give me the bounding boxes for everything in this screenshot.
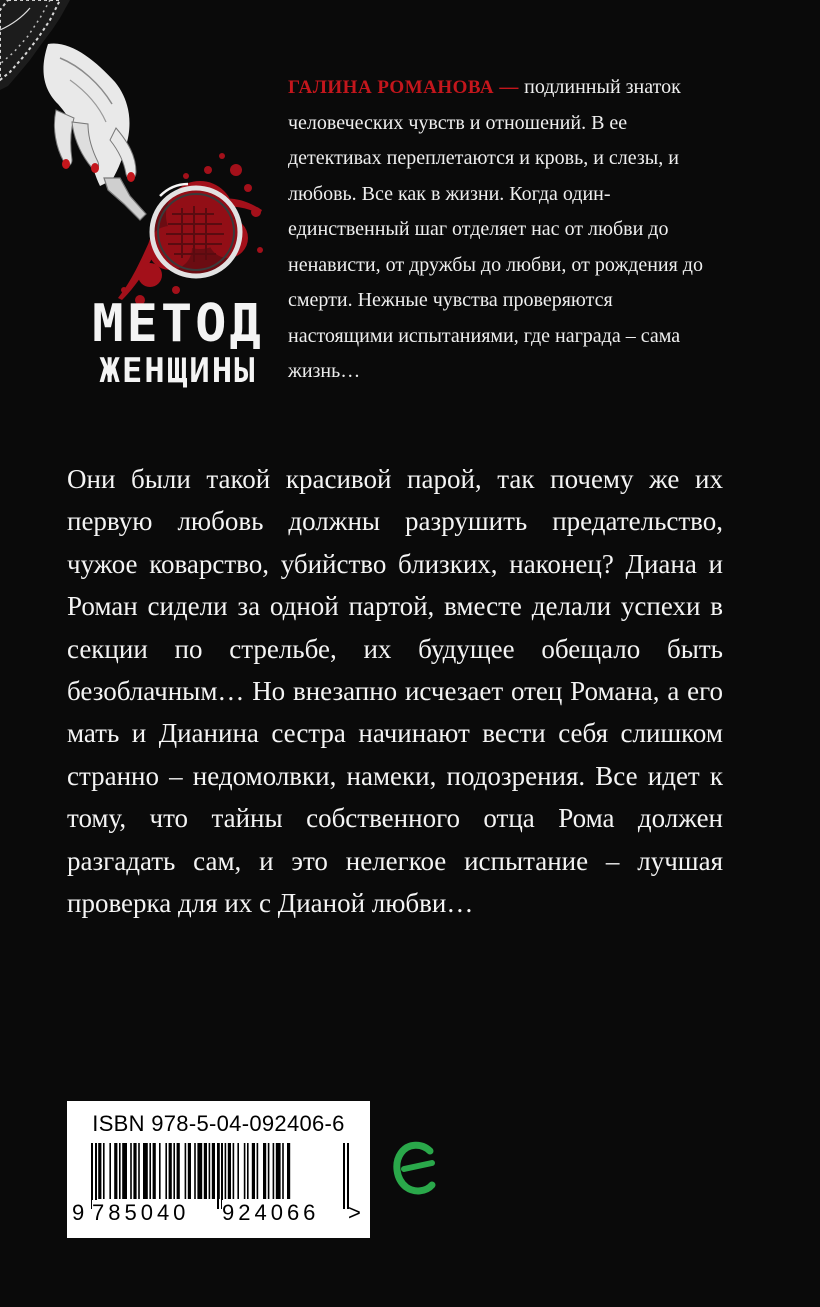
- series-title-line2: ЖЕНЩИНЫ: [99, 351, 257, 391]
- series-title-line1: МЕТОД: [92, 294, 264, 354]
- barcode-bar: [287, 1143, 290, 1199]
- barcode-bar: [188, 1143, 191, 1199]
- barcode-guard-bar: [217, 1143, 219, 1209]
- publisher-logo-icon: [392, 1137, 442, 1197]
- barcode-bar: [185, 1143, 187, 1199]
- barcode-bar: [233, 1143, 235, 1199]
- barcode-bar: [173, 1143, 175, 1199]
- barcode-bar: [130, 1143, 132, 1199]
- barcode-guard-bar: [343, 1143, 345, 1209]
- barcode-bar: [153, 1143, 156, 1199]
- barcode-bar: [244, 1143, 246, 1199]
- barcode-bar: [133, 1143, 136, 1199]
- barcode-bar: [98, 1143, 101, 1199]
- barcode-bar: [228, 1143, 231, 1199]
- author-blurb: [288, 70, 708, 390]
- barcode-bar: [149, 1143, 151, 1199]
- barcode-bar: [268, 1143, 270, 1199]
- barcode-bar: [169, 1143, 172, 1199]
- ean-group-left: 785040: [92, 1200, 210, 1226]
- barcode-bar: [282, 1143, 284, 1199]
- barcode-bar: [225, 1143, 227, 1199]
- barcode-bar: [276, 1143, 281, 1199]
- isbn-number: ISBN 978-5-04-092406-6: [92, 1111, 345, 1136]
- barcode-bar: [257, 1143, 259, 1199]
- ean-end-mark: >: [348, 1200, 361, 1225]
- barcode-bar: [165, 1143, 167, 1199]
- ean-first-digit: 9: [72, 1200, 85, 1225]
- barcode-bar: [138, 1143, 140, 1199]
- barcode-bar: [197, 1143, 202, 1199]
- book-description: Они были такой красивой парой, так почему же их первую любовь должны разрушить предательство, чужое коварство, убийство близких, наконец? Диана и Роман сидели за одной партой, вместе делали успехи в секции по стрельбе, их будущее обещало быть безоблачным… Но внезапно исчезает отец Романа, а его мать и Дианина сестра начинают вести себя слишком странно – недомолвки, намеки, подозрения. Все идет к тому, что тайны собственного отца Рома должен разгадать сам, и это нелегкое испытание – лучшая проверка для их с Дианой любви…: [67, 464, 723, 919]
- barcode-bar: [177, 1143, 180, 1199]
- barcode-bar: [212, 1143, 215, 1199]
- barcode-bar: [103, 1143, 105, 1199]
- barcode-bar: [252, 1143, 255, 1199]
- barcode-bar: [143, 1143, 148, 1199]
- barcode-bar: [194, 1143, 196, 1199]
- barcode-bar: [122, 1143, 127, 1199]
- barcode-bar: [273, 1143, 275, 1199]
- ean-group-right: 924066: [222, 1200, 340, 1226]
- barcode-bar: [119, 1143, 121, 1199]
- author-dash: —: [494, 77, 525, 98]
- barcode-bar: [209, 1143, 211, 1199]
- barcode-bar: [109, 1143, 111, 1199]
- barcode-bar: [237, 1143, 239, 1199]
- author-blurb-text: подлинный знаток человеческих чувств и отношений. В ее детективах переплетаются и кровь, и слезы, и любовь. Все как в жизни. Когда один-единственный шаг отделяет нас от любви до ненависти, от дружбы до любви, от рождения до смерти. Нежные чувства проверяются настоящими испытаниями, где награда – сама жизнь…: [288, 76, 703, 382]
- barcode-bar: [263, 1143, 266, 1199]
- barcode-bar: [247, 1143, 249, 1199]
- barcode-bar: [114, 1143, 117, 1199]
- author-name: ГАЛИНА РОМАНОВА: [288, 77, 495, 98]
- series-logo: [78, 296, 278, 390]
- barcode-bar: [159, 1143, 161, 1199]
- barcode-bar: [204, 1143, 207, 1199]
